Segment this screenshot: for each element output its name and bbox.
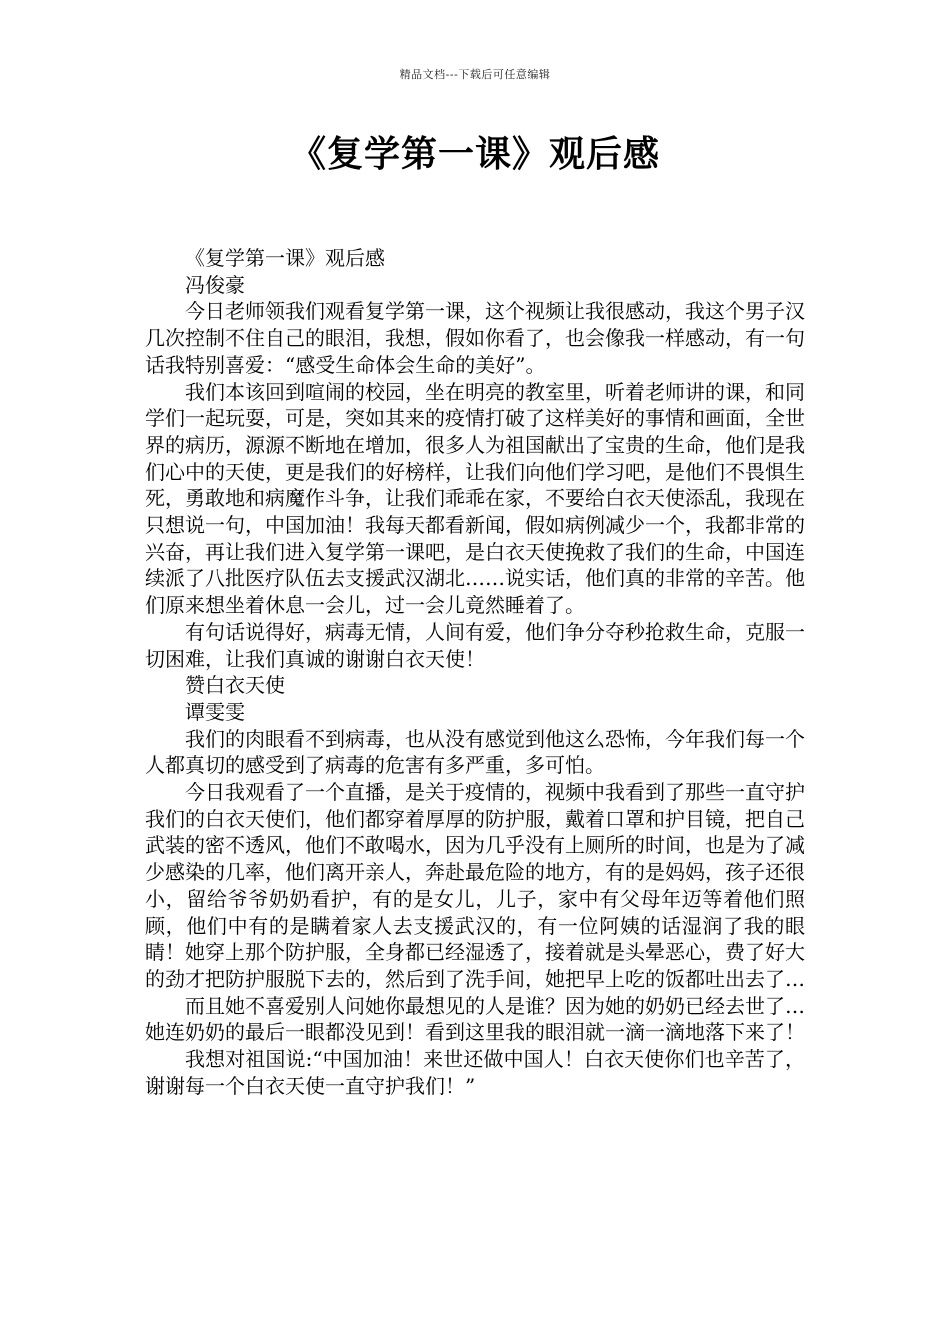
paragraph-author-2: 谭雯雯 bbox=[185, 699, 245, 724]
header-note: 精品文档---下载后可任意编辑 bbox=[399, 68, 551, 81]
paragraph: 我们的肉眼看不到病毒，也从没有感觉到他这么恐怖，今年我们每一个人都真切的感受到了病毒的危害有多严重，多可怕。 bbox=[145, 726, 805, 778]
paragraph: 我想对祖国说:“中国加油！来世还做中国人！白衣天使你们也辛苦了，谢谢每一个白衣天使一直守护我们！” bbox=[145, 1047, 805, 1098]
document-body bbox=[145, 245, 805, 1100]
paragraph: 我们本该回到喧闹的校园，坐在明亮的教室里，听着老师讲的课，和同学们一起玩耍，可是，突如其来的疫情打破了这样美好的事情和画面，全世界的病历，源源不断地在增加，很多人为祖国献出了宝贵的生命，他们是我们心中的天使，更是我们的好榜样，让我们向他们学习吧，是他们不畏惧生死，勇敢地和病魔作斗争，让我们乖乖在家，不要给白衣天使添乱，我现在只想说一句，中国加油！我每天都看新闻，假如病例减少一个，我都非常的兴奋，再让我们进入复学第一课吧，是白衣天使挽救了我们的生命，中国连续派了八批医疗队伍去支援武汉湖北……说实话，他们真的非常的辛苦。他们原来想坐着休息一会儿，过一会儿竟然睡着了。 bbox=[145, 379, 805, 618]
paragraph: 而且她不喜爱别人问她你最想见的人是谁？因为她的奶奶已经去世了…她连奶奶的最后一眼都没见到！看到这里我的眼泪就一滴一滴地落下来了！ bbox=[145, 993, 805, 1045]
paragraph: 今日老师领我们观看复学第一课，这个视频让我很感动，我这个男子汉几次控制不住自己的眼泪，我想，假如你看了，也会像我一样感动，有一句话我特别喜爱：“感受生命体会生命的美好”。 bbox=[145, 299, 805, 377]
paragraph-subtitle: 《复学第一课》观后感 bbox=[185, 246, 385, 270]
paragraph-section-title: 赞白衣天使 bbox=[185, 673, 285, 698]
paragraph: 有句话说得好，病毒无情，人间有爱，他们争分夺秒抢救生命，克服一切困难，让我们真诚的谢谢白衣天使！ bbox=[145, 619, 805, 671]
paragraph: 今日我观看了一个直播，是关于疫情的，视频中我看到了那些一直守护我们的白衣天使们，他们都穿着厚厚的防护服，戴着口罩和护目镜，把自己武装的密不透风，他们不敢喝水，因为几乎没有上厕所的时间，也是为了减少感染的几率，他们离开亲人，奔赴最危险的地方，有的是妈妈，孩子还很小，留给爷爷奶奶看护，有的是女儿，儿子，家中有父母年迈等着他们照顾，他们中有的是瞒着家人去支援武汉的，有一位阿姨的话湿润了我的眼睛！她穿上那个防护服，全身都已经湿透了，接着就是头晕恶心，费了好大的劲才把防护服脱下去的，然后到了洗手间，她把早上吃的饭都吐出去了… bbox=[145, 780, 805, 991]
paragraph-author-1: 冯俊豪 bbox=[185, 272, 245, 297]
document-title: 《复学第一课》观后感 bbox=[289, 134, 660, 175]
